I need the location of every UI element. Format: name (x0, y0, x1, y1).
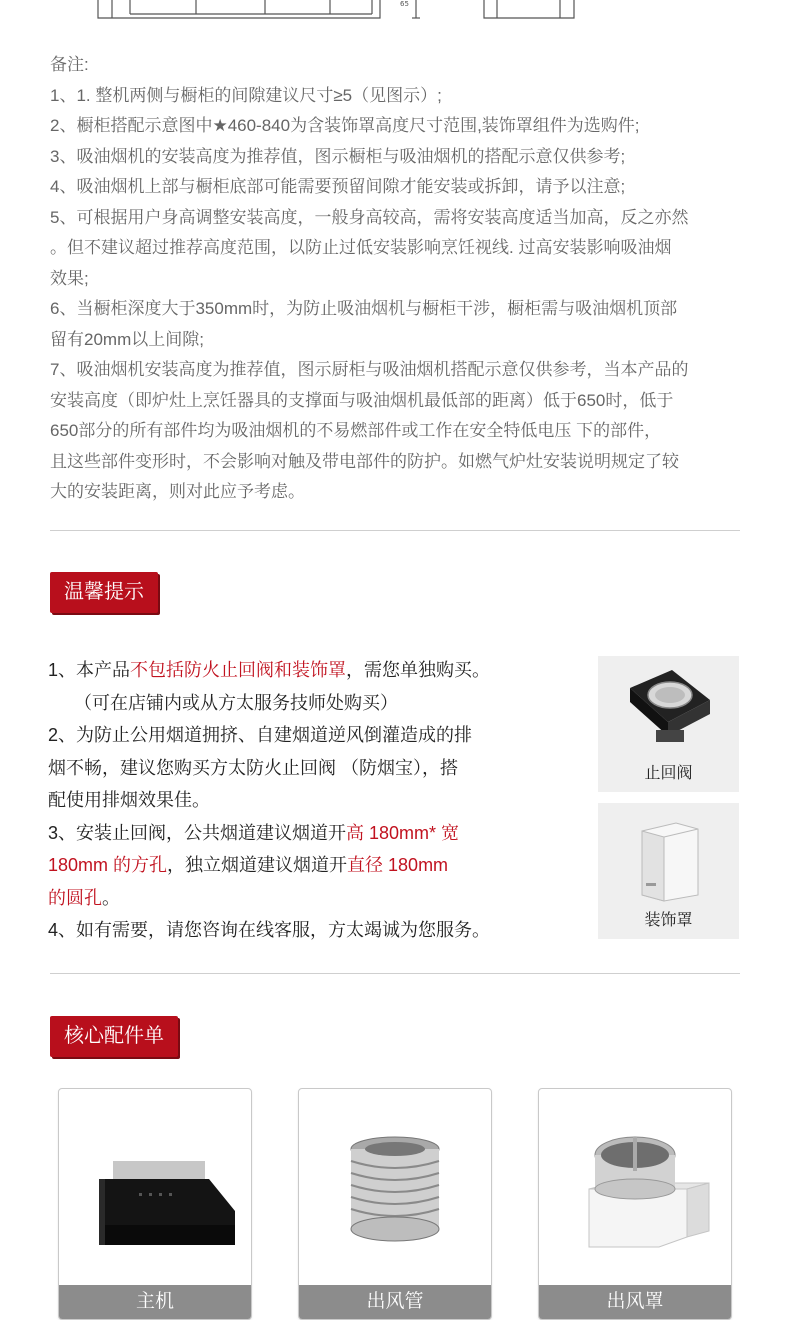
decor-cover-card (598, 803, 739, 939)
section-divider (50, 973, 740, 974)
tip-line-8 (48, 882, 548, 915)
decor-cover-icon (636, 817, 704, 905)
tip-text: ，需您单独购买。 (346, 660, 491, 680)
part-card-main-unit (58, 1088, 252, 1320)
note-line: 3、吸油烟机的安装高度为推荐值，图示橱柜与吸油烟机的搭配示意仅供参考; (50, 146, 626, 166)
note-line: 650部分的所有部件均为吸油烟机的不易燃部件或工作在安全特低电压 下的部件， (50, 421, 662, 440)
part-caption: 主机 (59, 1285, 251, 1320)
tip-highlight: 的圆孔 (48, 887, 102, 908)
tip-line-6 (48, 817, 548, 850)
notes-title: 备注: (50, 55, 89, 74)
note-line: 4、吸油烟机上部与橱柜底部可能需要预留间隙才能安装或拆卸，请予以注意; (50, 177, 626, 196)
tip-highlight: 直径 180mm (347, 855, 449, 875)
part-caption: 出风管 (299, 1285, 491, 1320)
note-line: 留有20mm以上间隙; (50, 329, 204, 349)
note-line: 1、1. 整机两侧与橱柜的间隙建议尺寸≥5（见图示）; (50, 85, 442, 105)
check-valve-card (598, 656, 739, 792)
note-line: 。但不建议超过推荐高度范围，以防止过低安装影响烹饪视线. 过高安装影响吸油烟 (50, 238, 672, 257)
notes-section (50, 50, 750, 508)
check-valve-icon (622, 664, 716, 756)
part-card-exhaust-cover (538, 1088, 732, 1320)
flex-duct-icon (299, 1089, 491, 1279)
check-valve-label: 止回阀 (644, 765, 693, 782)
part-caption: 出风罩 (539, 1285, 731, 1320)
svg-text:65: 65 (400, 0, 409, 8)
tip-highlight: 高 180mm* 宽 (346, 822, 460, 843)
note-line: 大的安装距离，则对此应予考虑。 (50, 482, 305, 501)
part-card-exhaust-duct (298, 1088, 492, 1320)
parts-tag: 核心配件单 (50, 1016, 178, 1057)
section-divider (50, 530, 740, 531)
installation-diagram-fragment (0, 0, 790, 24)
tip-line-9: 4、如有需要，请您咨询在线客服，方太竭诚为您服务。 (48, 920, 491, 940)
decor-cover-label: 装饰罩 (644, 912, 693, 929)
tips-list (48, 654, 548, 947)
tip-highlight: 180mm 的方孔 (48, 855, 168, 875)
tip-text: 1、本产品 (48, 660, 131, 680)
tip-line-7 (48, 849, 548, 882)
note-line: 效果; (50, 268, 89, 288)
tip-line-2: （可在店铺内或从方太服务技师处购买） (74, 692, 398, 713)
tip-text: 。 (102, 887, 120, 908)
note-line: 安装高度（即炉灶上烹饪器具的支撑面与吸油烟机最低部的距离）低于650时，低于 (50, 390, 674, 410)
note-line: 5、可根据用户身高调整安装高度，一般身高较高，需将安装高度适当加高，反之亦然 (50, 207, 689, 227)
tip-line-4: 烟不畅，建议您购买方太防火止回阀 （防烟宝），搭 (48, 757, 458, 778)
note-line: 7、吸油烟机安装高度为推荐值，图示厨柜与吸油烟机搭配示意仅供参考，当本产品的 (50, 360, 689, 379)
outlet-cover-icon (539, 1089, 731, 1279)
tip-line-5: 配使用排烟效果佳。 (48, 790, 210, 810)
note-line: 2、橱柜搭配示意图中★460-840为含装饰罩高度尺寸范围,装饰罩组件为选购件; (50, 116, 640, 135)
note-line: 6、当橱柜深度大于350mm时，为防止吸油烟机与橱柜干涉，橱柜需与吸油烟机顶部 (50, 299, 678, 318)
note-line: 且这些部件变形时，不会影响对触及带电部件的防护。如燃气炉灶安装说明规定了较 (50, 451, 679, 471)
tip-text: 3、安装止回阀，公共烟道建议烟道开 (48, 822, 347, 843)
tips-tag: 温馨提示 (50, 572, 158, 613)
tip-line-3: 2、为防止公用烟道拥挤、自建烟道逆风倒灌造成的排 (48, 725, 473, 745)
range-hood-icon (59, 1089, 251, 1279)
tip-text: ，独立烟道建议烟道开 (167, 855, 348, 875)
tip-highlight: 不包括防火止回阀和装饰罩 (130, 660, 347, 680)
tip-line-1 (48, 654, 548, 687)
